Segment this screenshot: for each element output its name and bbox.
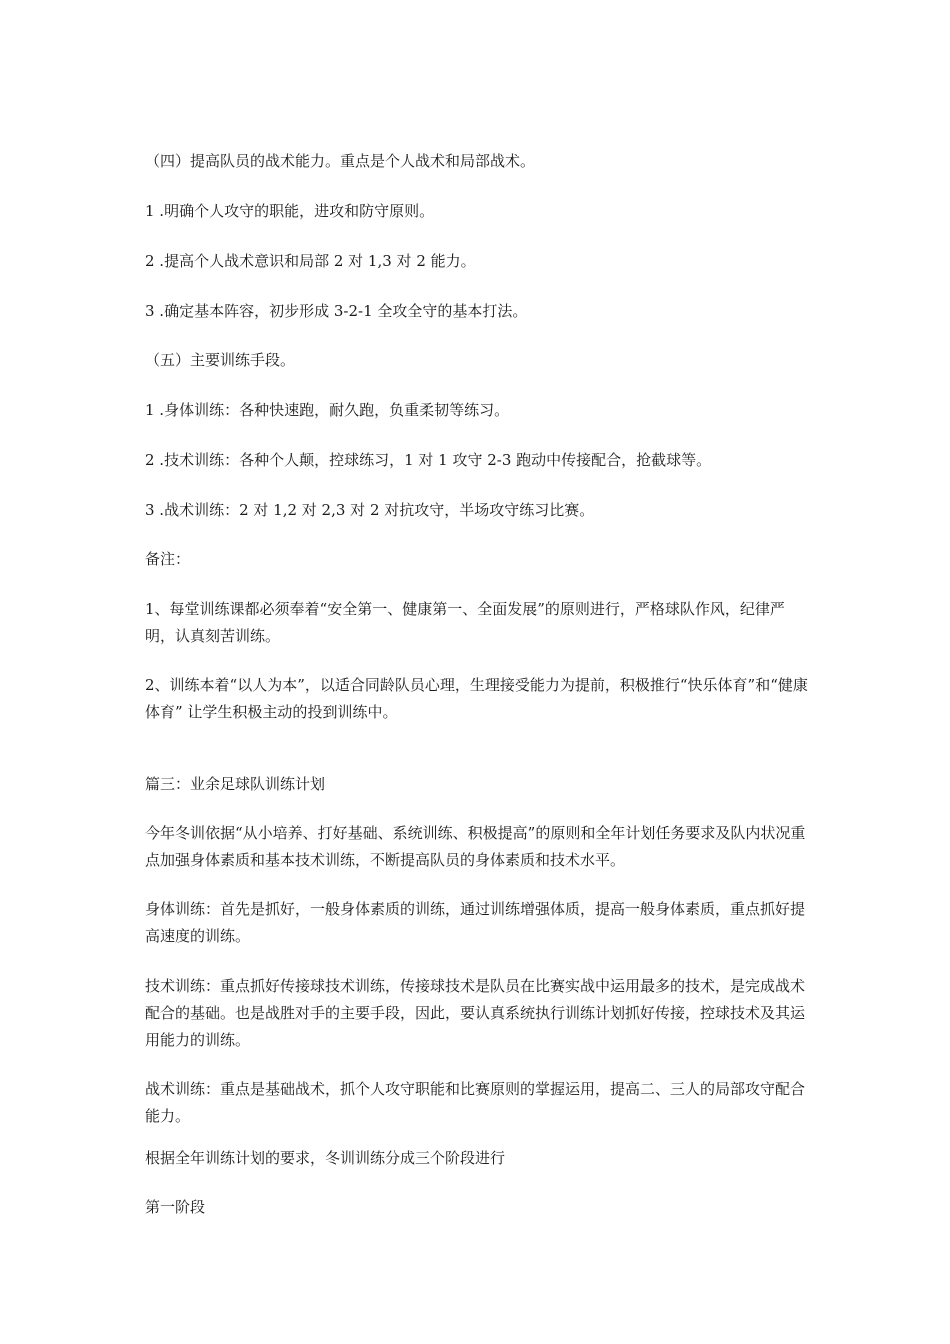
physical-training-paragraph: 身体训练：首先是抓好，一般身体素质的训练，通过训练增强体质，提高一般身体素质，重点抓好提高速度的训练。 <box>145 900 806 945</box>
intro-paragraph: 今年冬训依据“从小培养、打好基础、系统训练、积极提高”的原则和全年计划任务要求及队内状况重点加强身体素质和基本技术训练，不断提高队员的身体素质和技术水平。 <box>145 824 806 869</box>
list-item-physical-training: 1 .身体训练：各种快速跑，耐久跑，负重柔韧等练习。 <box>145 401 510 419</box>
stage-one-heading: 第一阶段 <box>145 1198 206 1216</box>
list-item-basic-lineup: 3 .确定基本阵容，初步形成 3-2-1 全攻全守的基本打法。 <box>145 302 528 320</box>
list-item-technical-training: 2 .技术训练：各种个人颠，控球练习，1 对 1 攻守 2-3 跑动中传接配合，抢截球等。 <box>145 451 712 469</box>
list-item-tactical-training: 3 .战术训练：2 对 1,2 对 2,3 对 2 对抗攻守，半场攻守练习比赛。 <box>145 501 595 519</box>
note-paragraph-1: 1、每堂训练课都必须奉着“安全第一、健康第一、全面发展”的原则进行，严格球队作风，纪律严明，认真刻苦训练。 <box>145 600 785 645</box>
note-paragraph-2: 2、训练本着“以人为本”，以适合同龄队员心理，生理接受能力为提前，积极推行“快乐体育”和“健康体育” 让学生积极主动的投到训练中。 <box>145 676 808 721</box>
tactical-training-paragraph: 战术训练：重点是基础战术，抓个人攻守职能和比赛原则的掌握运用，提高二、三人的局部攻守配合能力。 <box>145 1080 806 1125</box>
section-heading-five: （五）主要训练手段。 <box>145 351 296 369</box>
section-heading-four: （四）提高队员的战术能力。重点是个人战术和局部战术。 <box>145 152 536 170</box>
list-item-tactical-awareness: 2 .提高个人战术意识和局部 2 对 1,3 对 2 能力。 <box>145 252 476 270</box>
notes-heading: 备注： <box>145 550 191 568</box>
technical-training-paragraph: 技术训练：重点抓好传接球技术训练，传接球技术是队员在比赛实战中运用最多的技术，是完成战术配合的基础。也是战胜对手的主要手段，因此，要认真系统执行训练计划抓好传接，控球技术及其运用能力的训练。 <box>145 977 806 1049</box>
stages-intro: 根据全年训练计划的要求，冬训训练分成三个阶段进行 <box>145 1149 506 1167</box>
list-item-clarify-roles: 1 .明确个人攻守的职能，进攻和防守原则。 <box>145 202 435 220</box>
article-title: 篇三：业余足球队训练计划 <box>145 775 326 793</box>
